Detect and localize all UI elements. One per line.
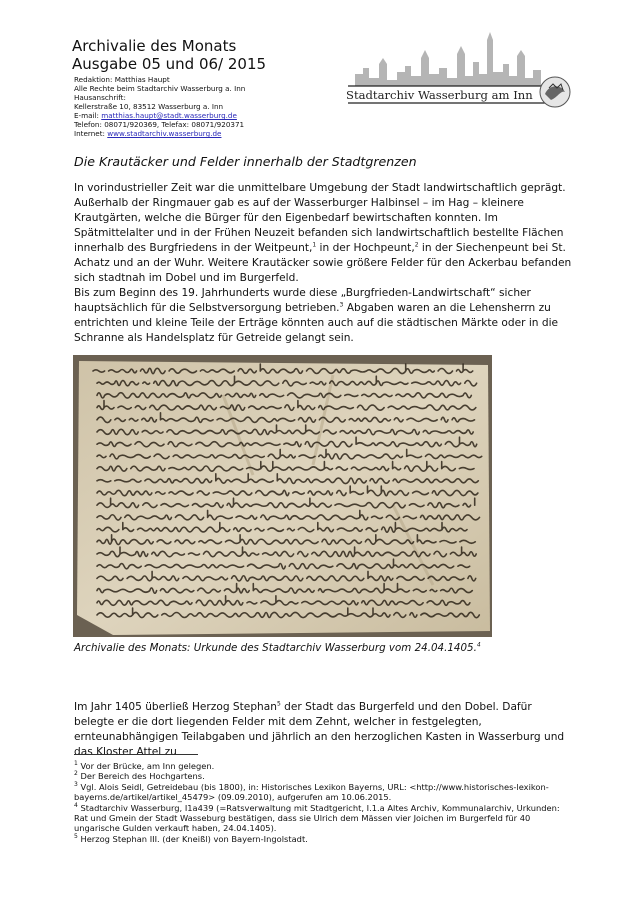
caption-text: Archivalie des Monats: Urkunde des Stadtarchiv Wasserburg vom 24.04.1405. [74,642,477,654]
article-body-intro [74,181,574,346]
internet-line [74,129,221,138]
internet-link[interactable]: www.stadtarchiv.wasserburg.de [107,129,222,138]
paragraph-1c: in der Siechenpeunt bei St. Achatz und an der Wuhr. Weitere Krautäcker sowie größere Felder für den Ackerbau befanden sich stadtnah im Dobel und im Burgerfeld. [74,242,572,284]
image-caption [74,642,481,654]
footnote-5 [74,834,574,844]
article-heading: Die Krautäcker und Felder innerhalb der Stadtgrenzen [74,154,417,169]
address-label: Hausanschrift: [74,93,126,102]
footnote-marker: 1 [74,760,78,768]
email-line [74,111,237,120]
footnote-ref-1[interactable]: 1 [312,241,317,249]
rights-line: Alle Rechte beim Stadtarchiv Wasserburg a. Inn [74,84,246,93]
footnote-ref-4[interactable]: 4 [476,641,481,649]
footnote-marker: 2 [74,770,78,778]
paragraph-3a: Im Jahr 1405 überließ Herzog Stephan [74,701,277,713]
footnote-text: Stadtarchiv Wasserburg, I1a439 (=Ratsverwaltung mit Stadtgericht, I.1.a Altes Archiv, Kommunalarchiv, Urkunden: Rat und Gmein der Stadt Wasseburg bestätigen, dass sie Ulrich dem Mässen vier Joichen im Burgerfeld für 40 ungarische Gulden verkauft haben, 24.04.1405). [74,802,560,834]
footnote-marker: 4 [74,801,78,809]
footnote-1 [74,761,574,771]
footnote-3 [74,782,574,803]
email-label: E-mail: [74,111,102,120]
address-line: Kellerstraße 10, 83512 Wasserburg a. Inn [74,102,224,111]
email-link[interactable]: matthias.haupt@stadt.wasserburg.de [101,111,237,120]
editor-line: Redaktion: Matthias Haupt [74,75,170,84]
footnote-text: Vgl. Alois Seidl, Getreidebau (bis 1800), in: Historisches Lexikon Bayerns, URL: <http://www.historisches-lexikon-bayerns.de/artikel/artikel_45479> (09.09.2010), aufgerufen am 10.06.2015. [74,781,549,803]
footnote-marker: 5 [74,833,78,841]
footnote-text: Der Bereich des Hochgartens. [80,771,205,782]
paragraph-1a: In vorindustrieller Zeit war die unmittelbare Umgebung der Stadt landwirtschaftlich geprägt. Außerhalb der Ringmauer gab es auf der Wasserburger Halbinsel – im Hag – kleinere Krautgärten, welche die Bürger für den Eigenbedarf bewirtschaften konnten. Im Spätmittelalter und in der Frühen Neuzeit befanden sich landwirtschaftlich bestellte Flächen innerhalb des Burgfriedens in der Weitpeunt, [74,182,566,254]
article-body-continued [74,700,574,760]
wasserburg-skyline-logo [345,28,575,126]
paragraph-3b: der Stadt das Burgerfeld und den Dobel. Dafür belegte er die dort liegenden Felder mit dem Zehnt, welcher in festgelegten, ernteunabhängigen Teilabgaben und jährlich an den herzoglichen Kasten in Wasserburg und das Kloster Attel zu [74,701,565,758]
logo-text: Stadtarchiv Wasserburg am Inn [346,88,533,102]
paragraph-1b: in der Hochpeunt, [316,242,415,254]
paragraph-2a: Bis zum Beginn des 19. Jahrhunderts wurde diese „Burgfrieden-Landwirtschaft“ sicher hauptsächlich für die Selbstversorgung betrieben. [74,287,531,314]
issue-number: Ausgabe 05 und 06/ 2015 [72,55,267,73]
footnote-ref-5[interactable]: 5 [276,700,281,708]
footnote-text: Vor der Brücke, am Inn gelegen. [80,761,215,771]
newsletter-title: Archivalie des Monats [72,37,237,55]
paragraph-2b: Abgaben waren an die Lehensherrn zu entrichten und kleine Teile der Erträge könnten auch auf die städtischen Märkte oder in die Schranne als Handelsplatz für Getreide gelangt sein. [74,302,559,344]
footnote-text: Herzog Stephan III. (der Kneißl) von Bayern-Ingolstadt. [80,833,308,844]
manuscript-image [73,355,492,637]
footnote-ref-2[interactable]: 2 [414,241,419,249]
footnote-ref-3[interactable]: 3 [339,301,344,309]
footnotes [74,761,574,844]
footnote-divider [74,754,198,755]
footnote-marker: 3 [74,781,78,789]
phone-line: Telefon: 08071/920369, Telefax: 08071/920371 [74,120,245,129]
internet-label: Internet: [74,129,108,138]
footnote-2 [74,771,574,781]
footnote-4 [74,803,574,834]
